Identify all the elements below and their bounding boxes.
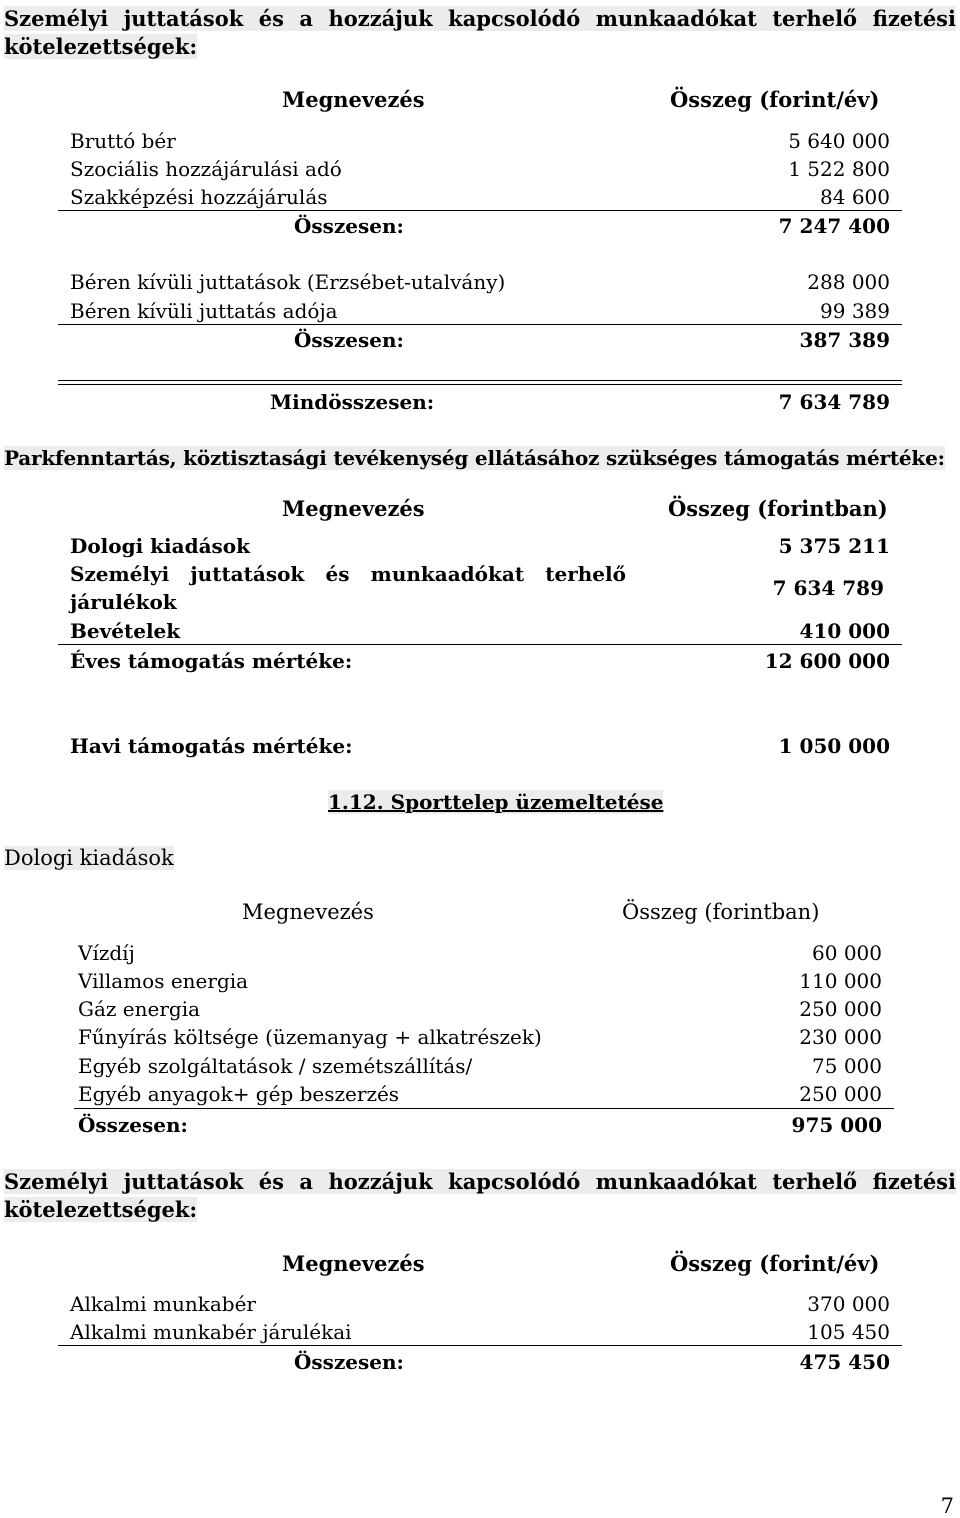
section1-heading-line2: kötelezettségek: [4,34,198,59]
section4-heading-line2: kötelezettségek: [4,1197,198,1222]
section4-heading-word: és [258,1169,284,1194]
s3-total-label: Összesen: [78,1113,188,1137]
section1-heading-word: munkaadókat [595,6,757,31]
page-number: 7 [940,1494,954,1518]
s3-row0-value: 60 000 [812,941,882,965]
s3-row3-value: 230 000 [799,1025,882,1049]
section4-heading-word: kapcsolódó [448,1169,581,1194]
s3-rule [74,1108,894,1109]
section1-heading-word: kapcsolódó [448,6,581,31]
s2-row1-value: 5 375 211 [778,534,890,558]
s1-row-b0-value: 288 000 [807,270,890,294]
s2-row2-line1 [70,562,626,586]
s1-double-rule-bottom [58,384,902,385]
s2-row2-value: 7 634 789 [772,576,884,600]
section4-heading-word: munkaadókat [595,1169,757,1194]
s1-row-a0-value: 5 640 000 [788,129,890,153]
s2-annual-value: 12 600 000 [764,649,890,673]
section4-heading-word: fizetési [872,1169,956,1194]
s4-total-label: Összesen: [294,1350,404,1374]
section3-col-name-header: Megnevezés [242,900,374,924]
s3-row2-value: 250 000 [799,997,882,1021]
s1-grand-value: 7 634 789 [778,390,890,414]
s4-row1-name: Alkalmi munkabér járulékai [70,1320,352,1344]
s1-row-a2-name: Szakképzési hozzájárulás [70,185,328,209]
section1-heading-line1 [4,6,956,31]
s1-row-a0-name: Bruttó bér [70,129,176,153]
section2-col-amount-header: Összeg (forintban) [668,496,888,521]
s2-annual-label: Éves támogatás mértéke: [70,649,353,673]
s4-row1-value: 105 450 [807,1320,890,1344]
s1-double-rule-top [58,380,902,381]
s1-row-b0-name: Béren kívüli juttatások (Erzsébet-utalvány) [70,270,506,294]
section4-heading-word: hozzájuk [328,1169,433,1194]
s3-row4-name: Egyéb szolgáltatások / szemétszállítás/ [78,1054,473,1078]
section4-heading-word: juttatások [123,1169,244,1194]
s3-row2-name: Gáz energia [78,997,201,1021]
s3-row1-name: Villamos energia [78,969,249,993]
s2-row2-word: terhelő [545,562,626,586]
s1-row-b1-name: Béren kívüli juttatás adója [70,299,338,323]
s1-row-a1-name: Szociális hozzájárulási adó [70,157,342,181]
s1-total-b-label: Összesen: [294,328,404,352]
s1-row-a2-value: 84 600 [820,185,890,209]
section4-heading-line1 [4,1169,956,1194]
s3-row5-value: 250 000 [799,1082,882,1106]
s1-total-a-value: 7 247 400 [778,214,890,238]
s1-grand-label: Mindösszesen: [270,390,435,414]
s2-row2-word: munkaadókat [370,562,525,586]
section2-heading: Parkfenntartás, köztisztasági tevékenység ellátásához szükséges támogatás mértéke: [4,446,945,470]
s2-monthly-value: 1 050 000 [778,734,890,758]
s1-row-a1-value: 1 522 800 [788,157,890,181]
section3-subheading: Dologi kiadások [4,846,174,870]
s2-row1-name: Dologi kiadások [70,534,250,558]
s3-row0-name: Vízdíj [78,941,135,965]
s3-row5-name: Egyéb anyagok+ gép beszerzés [78,1082,400,1106]
s2-row3-value: 410 000 [799,619,890,643]
section4-col-name-header: Megnevezés [282,1251,425,1276]
section1-col-name-header: Megnevezés [282,87,425,112]
s2-row2-word: Személyi [70,562,170,586]
s1-total-b-value: 387 389 [799,328,890,352]
s2-row2-word: juttatások [190,562,305,586]
section1-heading-word: Személyi [4,6,109,31]
s1-total-a-label: Összesen: [294,214,404,238]
s1-row-b1-value: 99 389 [820,299,890,323]
section1-heading-word: terhelő [772,6,858,31]
section4-heading-word: Személyi [4,1169,109,1194]
section3-col-amount-header: Összeg (forintban) [622,900,820,924]
section1-col-amount-header: Összeg (forint/év) [670,87,880,112]
s4-total-value: 475 450 [799,1350,890,1374]
s3-row3-name: Fűnyírás költsége (üzemanyag + alkatrészek) [78,1025,542,1049]
s4-rule [58,1345,902,1346]
s4-row0-value: 370 000 [807,1292,890,1316]
s2-row2-word: és [325,562,350,586]
section4-heading-word: terhelő [772,1169,858,1194]
section3-title: 1.12. Sporttelep üzemeltetése [328,790,664,814]
s1-rule-b [58,324,902,325]
s3-total-value: 975 000 [791,1113,882,1137]
section4-heading-word: a [299,1169,314,1194]
s2-row2-line2: járulékok [70,590,177,614]
s1-rule-a [58,210,902,211]
s2-monthly-label: Havi támogatás mértéke: [70,734,353,758]
section1-heading-word: juttatások [123,6,244,31]
s3-row1-value: 110 000 [799,969,882,993]
s3-row4-value: 75 000 [812,1054,882,1078]
section2-col-name-header: Megnevezés [282,496,425,521]
section1-heading-word: és [258,6,284,31]
section1-heading-word: hozzájuk [328,6,433,31]
section1-heading-word: fizetési [872,6,956,31]
s2-rule [58,644,902,645]
s4-row0-name: Alkalmi munkabér [70,1292,256,1316]
s2-row3-name: Bevételek [70,619,181,643]
section1-heading-word: a [299,6,314,31]
section4-col-amount-header: Összeg (forint/év) [670,1251,880,1276]
